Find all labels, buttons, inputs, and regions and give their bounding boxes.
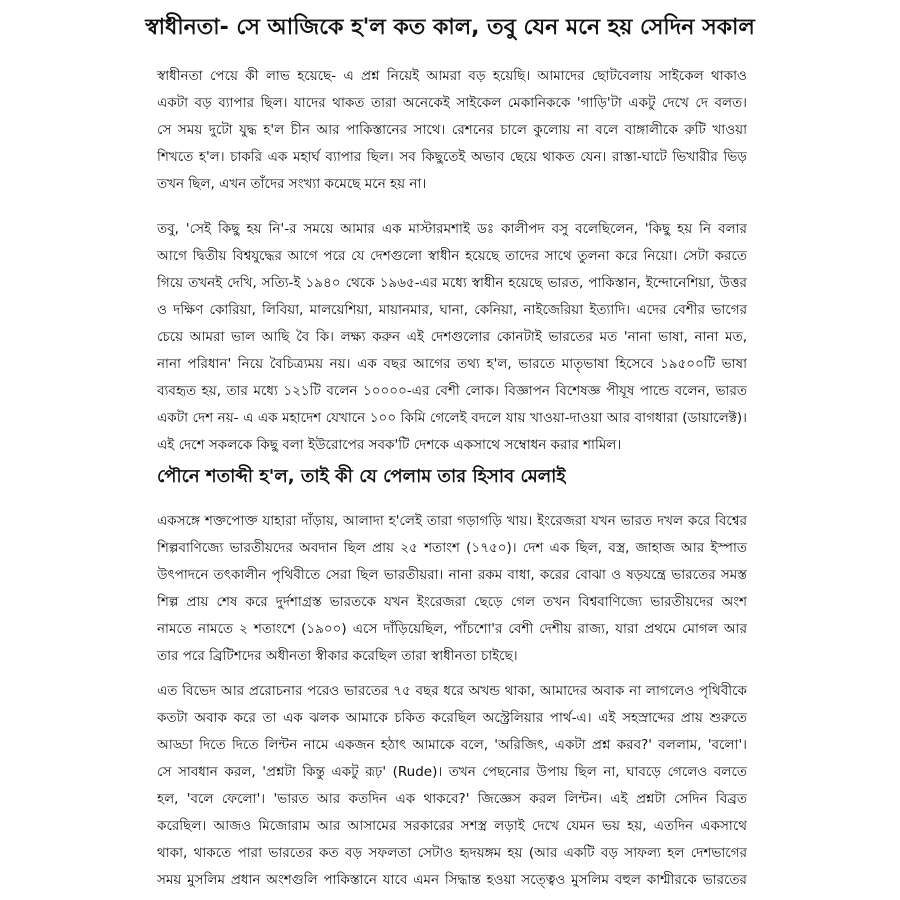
- text-line: এই দেশে সকলকে কিছু বলা ইউরোপের সবক'টি দেশকে একসাথে সম্বোধন করার শামিল।: [157, 437, 622, 453]
- text-line: সে সময় দুটো যুদ্ধ হ'ল চীন আর পাকিস্তানের সাথে। রেশনের চালে কুলোয় না বলে বাঙ্গালীকে রুটি খাওয়া: [157, 122, 747, 138]
- paragraph-3: [157, 508, 747, 670]
- text-line: শিল্প প্রায় শেষ করে দুর্দশাগ্রস্ত ভারতকে যখন ইংরেজরা ছেড়ে গেল তখন বিশ্ববাণিজ্যে ভারতীয়দের অংশ: [157, 594, 747, 610]
- text-line: নানা পরিধান' নিয়ে বৈচিত্র্যময় নয়। এক বছর আগের তথ্য হ'ল, ভারতে মাতৃভাষা হিসেবে ১৯৫০০টি ভাষা: [157, 356, 747, 372]
- text-line: শিখতে হ'ল। চাকরি এক মহার্ঘ ব্যাপার ছিল। সব কিছুতেই অভাব ছেয়ে থাকত যেন। রাস্তা-ঘাটে ভিখারীর ভিড়: [157, 149, 747, 165]
- text-line: আড্ডা দিতে দিতে লিন্টন নামে একজন হঠাৎ আমাকে বলে, 'অরিজিৎ, একটা প্রশ্ন করব?' বললাম, 'বলো'।: [157, 737, 747, 753]
- text-line: ব্যবহৃত হয়, তার মধ্যে ১২১টি বলেন ১০০০০-এর বেশী লোক। বিজ্ঞাপন বিশেষজ্ঞ পীযূষ পান্ডে বলেন, ভারত: [157, 383, 747, 399]
- text-line: হল, 'বলে ফেলো'। 'ভারত আর কতদিন এক থাকবে?' জিজ্ঞেস করল লিন্টন। এই প্রশ্নটা সেদিন বিব্রত: [157, 791, 747, 807]
- text-line: সে সাবধান করল, 'প্রশ্নটা কিন্তু একটু রূঢ়' (Rude)। তখন পেছনোর উপায় ছিল না, ঘাবড়ে গেলেও বলতে: [157, 764, 747, 780]
- text-line: একটা বড় ব্যাপার ছিল। যাদের থাকত তারা অনেকেই সাইকেল মেকানিককে 'গাড়ি'টা একটু দেখে দে বলত।: [157, 95, 747, 111]
- text-line: নামতে নামতে ২ শতাংশে (১৯০০) এসে দাঁড়িয়েছিল, পাঁচশো'র বেশী দেশীয় রাজ্য, যারা প্রথমে মোগল আর: [157, 621, 747, 637]
- text-line: একটা দেশ নয়- এ এক মহাদেশ যেখানে ১০০ কিমি গেলেই বদলে যায় খাওয়া-দাওয়া আর বাগধারা (ডায়ালেক্ট)।: [157, 410, 747, 426]
- text-line: চেয়ে আমরা ভাল আছি বৈ কি। লক্ষ্য করুন এই দেশগুলোর কোনটাই ভারতের মত 'নানা ভাষা, নানা মত,: [157, 329, 747, 345]
- text-line: একসঙ্গে শক্তপোক্ত যাহারা দাঁড়ায়, আলাদা হ'লেই তারা গড়াগড়ি খায়। ইংরেজরা যখন ভারত দখল করে বিশ্বের: [157, 513, 747, 529]
- paragraph-4: [157, 678, 747, 894]
- page-title: স্বাধীনতা- সে আজিকে হ'ল কত কাল, তবু যেন মনে হয় সেদিন সকাল: [145, 15, 755, 40]
- text-line: আগে দ্বিতীয় বিশ্বযুদ্ধের আগে পরে যে দেশগুলো স্বাধীন হয়েছে তাদের সাথে তুলনা করে নিয়ো। সেটা করতে: [157, 248, 747, 264]
- text-line: থাকা, থাকতে পারা ভারতের কত বড় সফলতা সেটাও হৃদয়ঙ্গম হয় (আর একটি বড় সাফল্য হল দেশভাগের: [157, 845, 747, 861]
- section-heading: পৌনে শতাব্দী হ'ল, তাই কী যে পেলাম তার হিসাব মেলাই: [157, 466, 566, 487]
- text-line: স্বাধীনতা পেয়ে কী লাভ হয়েছে- এ প্রশ্ন নিয়েই আমরা বড় হয়েছি। আমাদের ছোটবেলায় সাইকেল থাকাও: [157, 68, 747, 84]
- text-line: উৎপাদনে তৎকালীন পৃথিবীতে সেরা ছিল ভারতীয়রা। নানা রকম বাধা, করের বোঝা ও ষড়যন্ত্রে ভারতের সমস্ত: [157, 567, 747, 583]
- text-line: তবু, 'সেই কিছু হয় নি'-র সময়ে আমার এক মাস্টারমশাই ডঃ কালীপদ বসু বলেছিলেন, 'কিছু হয় নি বলার: [157, 221, 747, 237]
- text-line: ও দক্ষিণ কোরিয়া, লিবিয়া, মালয়েশিয়া, মায়ানমার, ঘানা, কেনিয়া, নাইজেরিয়া ইত্যাদি। এদের বেশীর ভাগের: [157, 302, 747, 318]
- paragraph-2: [157, 216, 747, 459]
- paragraph-1: [157, 63, 747, 198]
- text-line: শিল্পবাণিজ্যে ভারতীয়দের অবদান ছিল প্রায় ২৫ শতাংশ (১৭৫০)। দেশ এক ছিল, বস্ত্র, জাহাজ আর ইস্পাত: [157, 540, 747, 556]
- text-line: কতটা অবাক করে তা এক ঝলক আমাকে চকিত করেছিল অস্ট্রেলিয়ার পার্থ-এ। এই সহস্রাব্দের প্রায় শুরুতে: [157, 710, 747, 726]
- text-line: গিয়ে তখনই দেখি, সত্যি-ই ১৯৪০ থেকে ১৯৬৫-এর মধ্যে স্বাধীন হয়েছে ভারত, পাকিস্তান, ইন্দোনেশিয়া, উত্তর: [157, 275, 747, 291]
- text-line: তার পরে ব্রিটিশদের অধীনতা স্বীকার করেছিল তারা স্বাধীনতা চাইছে।: [157, 648, 518, 664]
- text-line: সময় মুসলিম প্রধান অংশগুলি পাকিস্তানে যাবে এমন সিদ্ধান্ত হওয়া সত্ত্বেও মুসলিম বহুল কাশ্মীরকে ভারতের: [157, 872, 747, 888]
- text-line: এত বিভেদ আর প্ররোচনার পরেও ভারতের ৭৫ বছর ধরে অখন্ড থাকা, আমাদের অবাক না লাগলেও পৃথিবীকে: [157, 683, 747, 699]
- text-line: তখন ছিল, এখন তাঁদের সংখ্যা কমেছে মনে হয় না।: [157, 176, 427, 192]
- text-line: করেছিল। আজও মিজোরাম আর আসামের সরকারের সশস্ত্র লড়াই দেখে যেমন ভয় হয়, এতদিন একসাথে: [157, 818, 747, 834]
